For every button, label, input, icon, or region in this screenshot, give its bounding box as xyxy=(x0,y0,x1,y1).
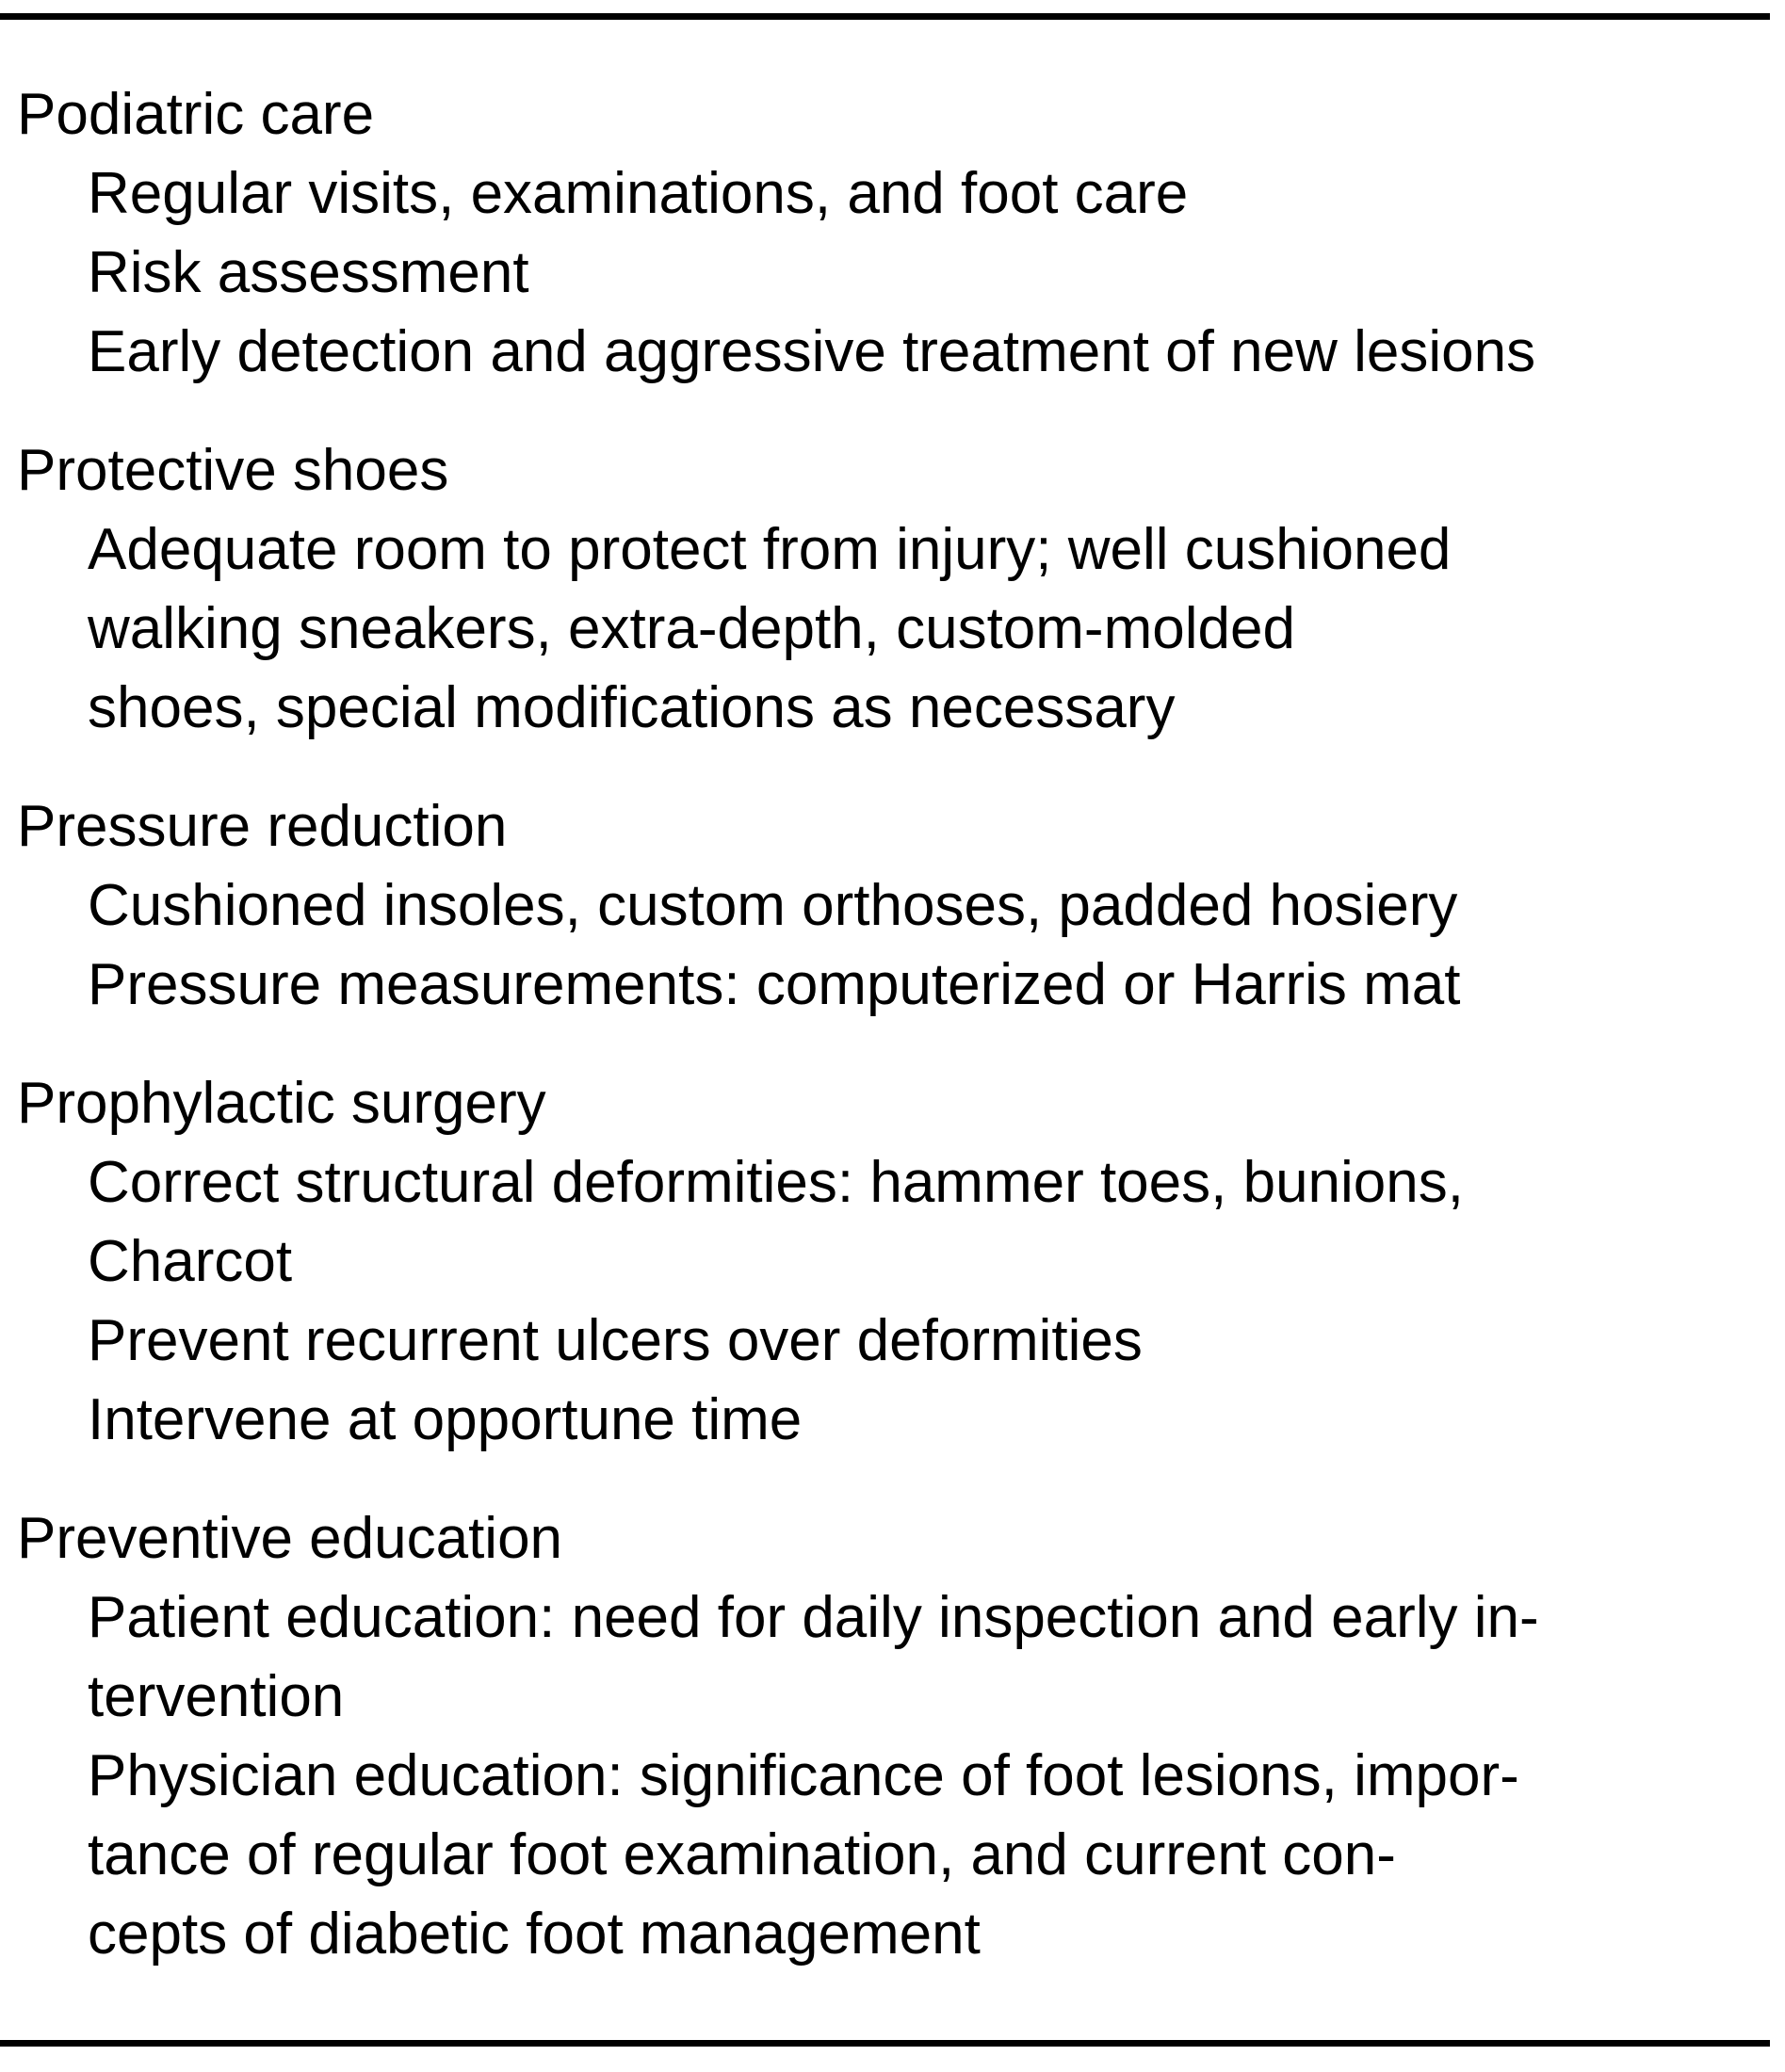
item-line-continued: walking sneakers, extra-depth, custom-molded xyxy=(88,596,1295,661)
section-protective-shoes xyxy=(17,431,1769,748)
item-line: Physician education: significance of foot lesions, impor- xyxy=(88,1743,1519,1808)
section-heading: Prophylactic surgery xyxy=(17,1071,546,1136)
table-body xyxy=(17,75,1769,2014)
item-line: Adequate room to protect from injury; well cushioned xyxy=(88,517,1452,582)
item-line: Regular visits, examinations, and foot care xyxy=(88,161,1189,226)
section-heading: Protective shoes xyxy=(17,438,449,503)
list-item xyxy=(17,510,1769,748)
list-item xyxy=(17,154,1769,234)
item-line-continued: cepts of diabetic foot management xyxy=(88,1902,981,1967)
item-line-continued: shoes, special modifications as necessary xyxy=(88,675,1176,740)
item-line: Intervene at opportune time xyxy=(88,1387,803,1452)
list-item xyxy=(17,234,1769,313)
item-line: Cushioned insoles, custom orthoses, padded hosiery xyxy=(88,873,1458,938)
list-item xyxy=(17,946,1769,1025)
item-line: Correct structural deformities: hammer toes, bunions, xyxy=(88,1150,1464,1215)
list-item xyxy=(17,1381,1769,1460)
section-preventive-education xyxy=(17,1499,1769,1974)
section-heading: Preventive education xyxy=(17,1506,563,1571)
list-item xyxy=(17,1578,1769,1737)
section-heading: Podiatric care xyxy=(17,82,375,147)
list-item xyxy=(17,313,1769,392)
item-line: Patient education: need for daily inspection and early in- xyxy=(88,1585,1539,1650)
item-line-continued: tervention xyxy=(88,1664,345,1729)
list-item xyxy=(17,866,1769,946)
item-line: Early detection and aggressive treatment of new lesions xyxy=(88,319,1536,384)
section-pressure-reduction xyxy=(17,787,1769,1025)
section-prophylactic-surgery xyxy=(17,1064,1769,1460)
section-podiatric-care xyxy=(17,75,1769,392)
list-item xyxy=(17,1143,1769,1302)
item-line-continued: Charcot xyxy=(88,1229,293,1294)
section-heading: Pressure reduction xyxy=(17,794,508,859)
list-item xyxy=(17,1737,1769,1974)
list-item xyxy=(17,1302,1769,1381)
item-line: Prevent recurrent ulcers over deformities xyxy=(88,1308,1143,1373)
item-line: Risk assessment xyxy=(88,240,529,305)
top-rule xyxy=(0,13,1770,20)
item-line-continued: tance of regular foot examination, and current con- xyxy=(88,1822,1396,1887)
item-line: Pressure measurements: computerized or Harris mat xyxy=(88,952,1461,1017)
bottom-rule xyxy=(0,2040,1770,2047)
